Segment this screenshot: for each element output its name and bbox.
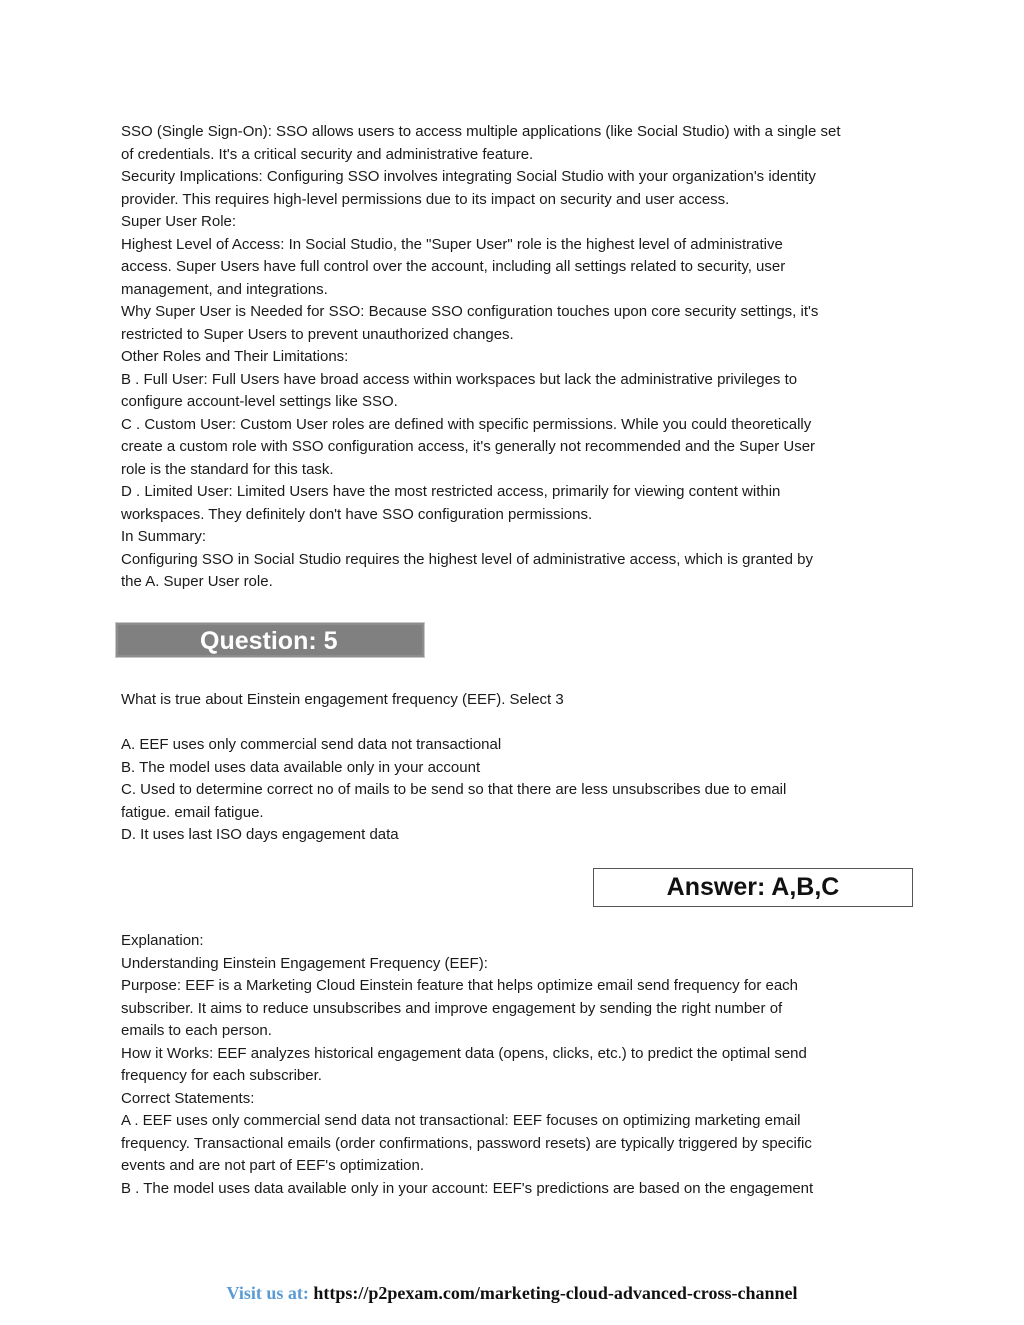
intro-line: D . Limited User: Limited Users have the most restricted access, primarily for viewing content within bbox=[121, 483, 781, 500]
explanation-line: Purpose: EEF is a Marketing Cloud Einstein feature that helps optimize email send frequency for each bbox=[121, 977, 799, 994]
explanation-line: How it Works: EEF analyzes historical engagement data (opens, clicks, etc.) to predict the optimal send bbox=[121, 1044, 807, 1062]
intro-line: SSO (Single Sign-On): SSO allows users to access multiple applications (like Social Studio) with a single set bbox=[121, 123, 841, 140]
question-text: What is true about Einstein engagement frequency (EEF). Select 3 bbox=[121, 691, 564, 708]
intro-line: configure account-level settings like SSO. bbox=[121, 393, 398, 410]
explanation-line: frequency. Transactional emails (order confirmations, password resets) are typically triggered by specific bbox=[121, 1134, 812, 1152]
intro-line: of credentials. It's a critical security and administrative feature. bbox=[121, 145, 534, 163]
intro-line: restricted to Super Users to prevent unauthorized changes. bbox=[121, 325, 514, 343]
answer-options bbox=[121, 734, 911, 847]
option-c-continued: fatigue. email fatigue. bbox=[121, 803, 264, 821]
intro-line: provider. This requires high-level permissions due to its impact on security and user access. bbox=[121, 190, 730, 208]
intro-explanation bbox=[121, 121, 911, 594]
explanation-block bbox=[121, 930, 911, 1200]
answer-box bbox=[593, 868, 913, 907]
intro-line: Highest Level of Access: In Social Studio, the "Super User" role is the highest level of administrative bbox=[121, 235, 783, 253]
intro-line: Super User Role: bbox=[121, 213, 237, 230]
question-text-block bbox=[121, 689, 911, 712]
explanation-line: Explanation: bbox=[121, 932, 204, 949]
explanation-line: emails to each person. bbox=[121, 1022, 272, 1039]
intro-line: Security Implications: Configuring SSO involves integrating Social Studio with your organization's identity bbox=[121, 168, 816, 185]
intro-line: C . Custom User: Custom User roles are defined with specific permissions. While you could theoretically bbox=[121, 415, 812, 433]
option-b: B. The model uses data available only in your account bbox=[121, 758, 481, 776]
intro-line: create a custom role with SSO configuration access, it's generally not recommended and the Super User bbox=[121, 438, 816, 455]
answer-text: Answer: A,B,C bbox=[666, 873, 840, 901]
option-d: D. It uses last ISO days engagement data bbox=[121, 826, 399, 843]
explanation-line: A . EEF uses only commercial send data not transactional: EEF focuses on optimizing marketing email bbox=[121, 1112, 801, 1129]
intro-line: workspaces. They definitely don't have SSO configuration permissions. bbox=[121, 505, 593, 523]
question-header-bar bbox=[115, 622, 425, 658]
intro-line: Configuring SSO in Social Studio requires the highest level of administrative access, which is granted by bbox=[121, 550, 814, 568]
intro-line: access. Super Users have full control over the account, including all settings related to security, user bbox=[121, 258, 786, 275]
intro-line: management, and integrations. bbox=[121, 280, 328, 298]
explanation-line: events and are not part of EEF's optimization. bbox=[121, 1157, 425, 1174]
intro-line: the A. Super User role. bbox=[121, 573, 273, 590]
explanation-line: subscriber. It aims to reduce unsubscribes and improve engagement by sending the right number of bbox=[121, 999, 783, 1017]
intro-line: role is the standard for this task. bbox=[121, 460, 334, 478]
intro-line: Other Roles and Their Limitations: bbox=[121, 348, 349, 365]
intro-line: B . Full User: Full Users have broad access within workspaces but lack the administrative privileges to bbox=[121, 370, 798, 388]
footer-link[interactable]: https://p2pexam.com/marketing-cloud-advanced-cross-channel bbox=[313, 1283, 798, 1303]
page-footer bbox=[0, 1281, 1024, 1305]
explanation-line: frequency for each subscriber. bbox=[121, 1067, 322, 1084]
option-c: C. Used to determine correct no of mails to be send so that there are less unsubscribes due to email bbox=[121, 781, 787, 798]
question-title: Question: 5 bbox=[200, 627, 338, 655]
intro-line: Why Super User is Needed for SSO: Because SSO configuration touches upon core security settings, it's bbox=[121, 303, 819, 320]
explanation-line: B . The model uses data available only in your account: EEF's predictions are based on the engagement bbox=[121, 1179, 814, 1197]
footer-label: Visit us at: bbox=[226, 1283, 309, 1303]
explanation-line: Correct Statements: bbox=[121, 1089, 255, 1107]
explanation-line: Understanding Einstein Engagement Frequency (EEF): bbox=[121, 954, 488, 972]
intro-line: In Summary: bbox=[121, 528, 207, 545]
option-a: A. EEF uses only commercial send data not transactional bbox=[121, 736, 502, 753]
